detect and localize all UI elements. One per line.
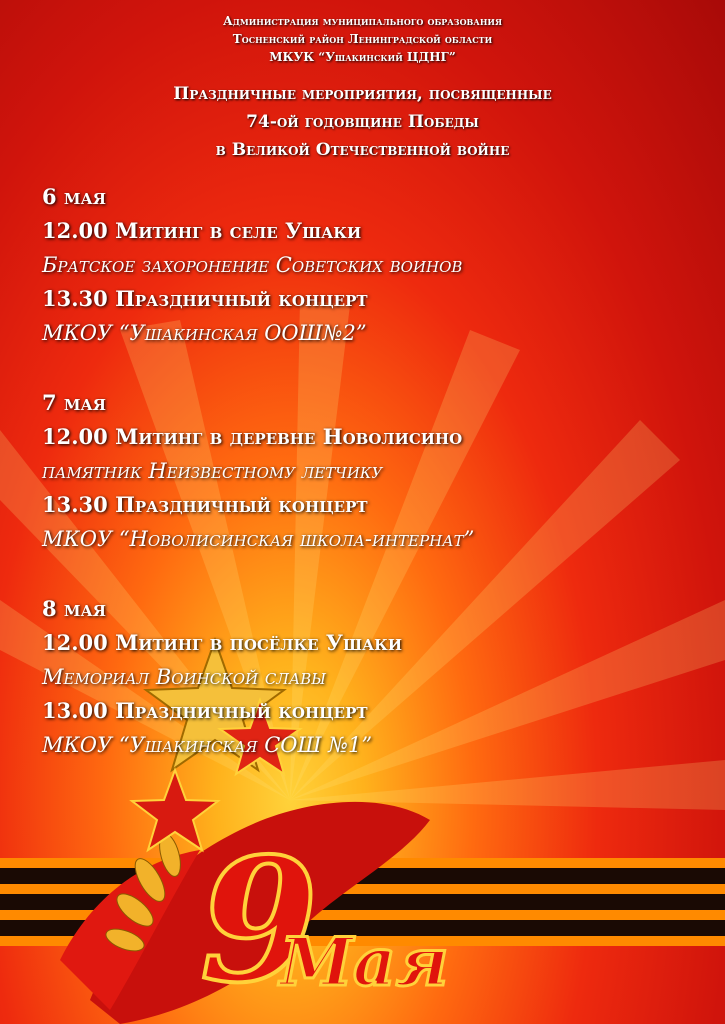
event-title [0, 80, 725, 164]
event-place: МКОУ “Новолисинская школа-интернат” [42, 527, 475, 551]
title-line: 74-ой годовщине Победы [246, 112, 479, 132]
event-place: МКОУ “Ушакинская СОШ №1” [42, 733, 373, 757]
org-line: МКУК “Ушакинский ЦДНГ” [269, 50, 456, 64]
day-date: 6 мая [42, 184, 106, 209]
day-date: 8 мая [42, 596, 106, 621]
event-time-title: 12.00 Митинг в посёлке Ушаки [42, 630, 403, 655]
schedule [42, 180, 474, 798]
title-line: в Великой Отечественной войне [215, 140, 510, 160]
emblem-number: 9 [200, 821, 319, 1021]
event-time-title: 12.00 Митинг в деревне Новолисино [42, 424, 463, 449]
org-line: Администрация муниципального образования [222, 14, 502, 28]
emblem-word: Мая [280, 923, 449, 1001]
day-block [42, 592, 474, 762]
day-block [42, 180, 474, 350]
event-time-title: 13.30 Праздничный концерт [42, 492, 368, 517]
event-time-title: 12.00 Митинг в селе Ушаки [42, 218, 362, 243]
day-block [42, 386, 474, 556]
day-date: 7 мая [42, 390, 106, 415]
event-place: Мемориал Воинской славы [42, 665, 327, 689]
event-place: МКОУ “Ушакинская ООШ№2” [42, 321, 367, 345]
event-place: Братское захоронение Советских воинов [42, 253, 463, 277]
event-time-title: 13.00 Праздничный концерт [42, 698, 368, 723]
header [0, 12, 725, 164]
title-line: Праздничные мероприятия, посвященные [173, 84, 552, 104]
event-place: памятник Неизвестному летчику [42, 459, 383, 483]
org-line: Тосненский район Ленинградской области [232, 32, 493, 46]
organization-lines [0, 12, 725, 66]
event-time-title: 13.30 Праздничный концерт [42, 286, 368, 311]
